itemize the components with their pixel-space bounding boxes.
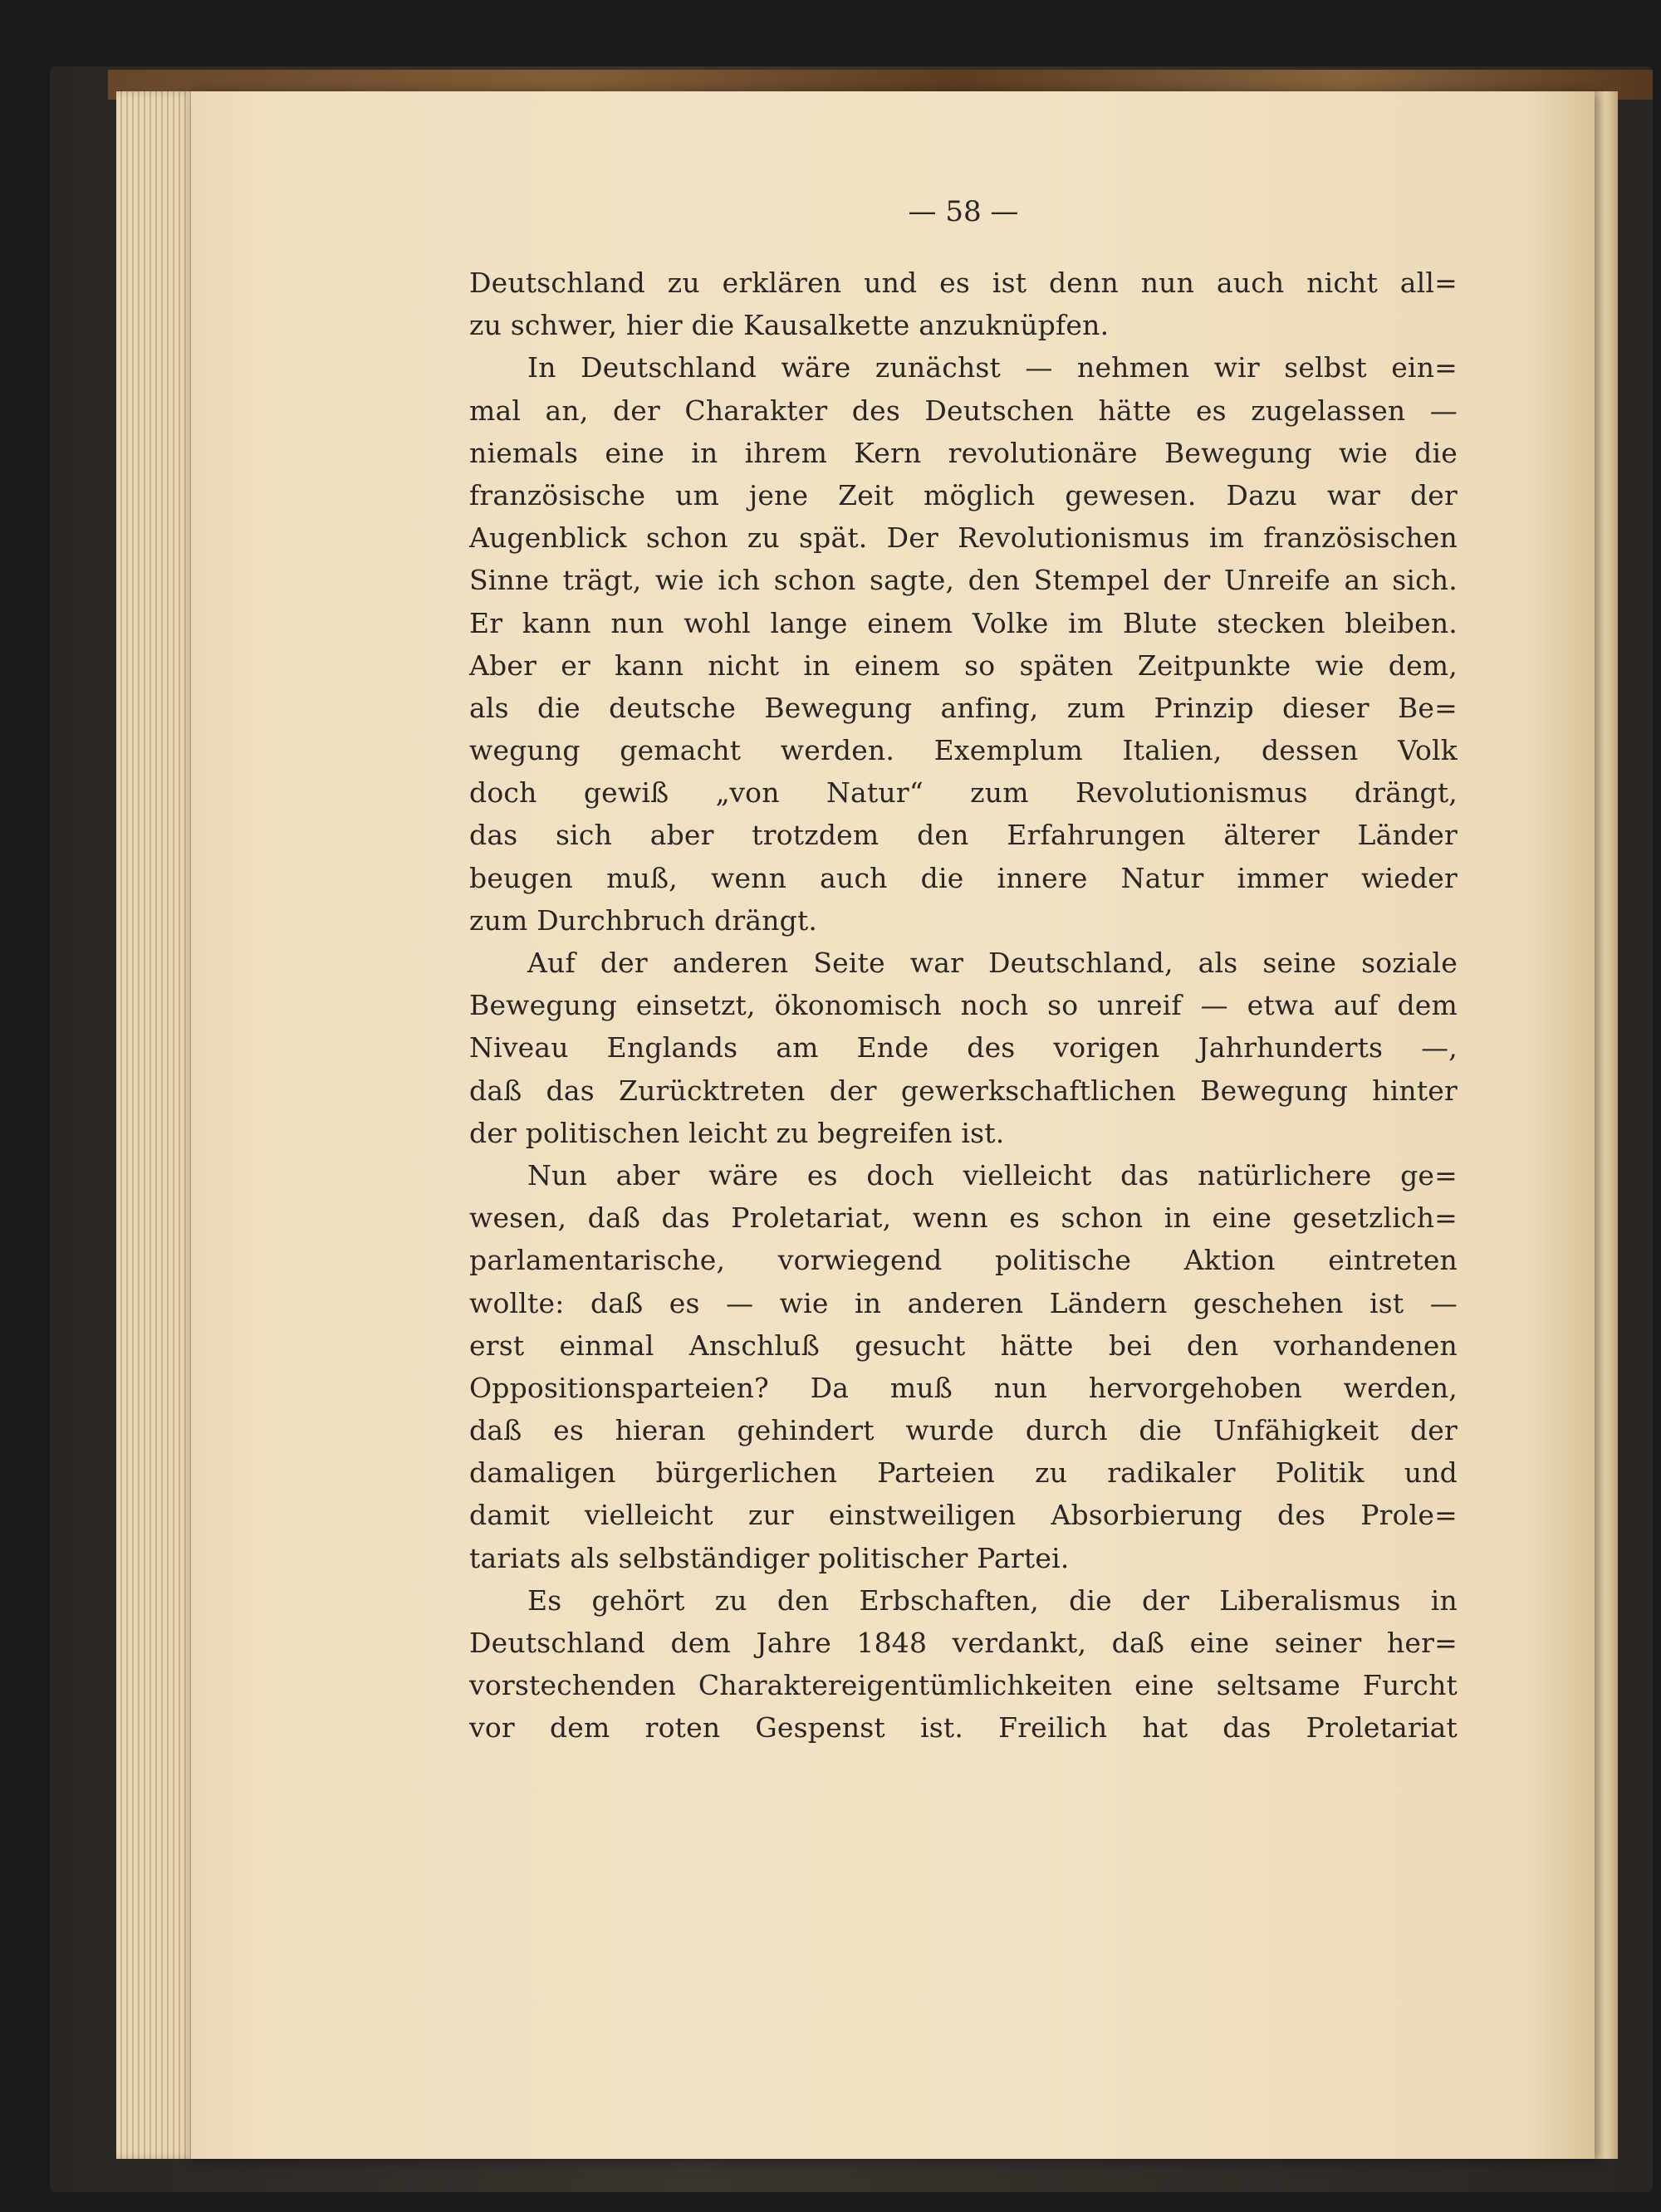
facing-page-edge (1593, 91, 1618, 2159)
text-line: Es gehört zu den Erbschaften, die der Liberalismus in (527, 1583, 1458, 1617)
text-line: tariats als selbständiger politischer Partei. (469, 1541, 1070, 1574)
text-line: wollte: daß es — wie in anderen Ländern geschehen ist — (469, 1286, 1458, 1319)
text-line: doch gewiß „von Natur“ zum Revolutionismus drängt, (469, 776, 1458, 810)
text-line: Deutschland zu erklären und es ist denn nun auch nicht all= (469, 267, 1458, 299)
text-line: beugen muß, wenn auch die innere Natur immer wieder (469, 861, 1458, 894)
text-line: der politischen leicht zu begreifen ist. (469, 1116, 1005, 1149)
text-line: französische um jene Zeit möglich gewesen. Dazu war der (469, 478, 1458, 511)
text-line: Sinne trägt, wie ich schon sagte, den Stempel der Unreife an sich. (469, 564, 1458, 597)
text-line: In Deutschland wäre zunächst — nehmen wir selbst ein= (527, 351, 1458, 384)
text-line: damit vielleicht zur einstweiligen Absorbierung des Prole= (469, 1499, 1458, 1532)
text-line: Auf der anderen Seite war Deutschland, als seine soziale (527, 947, 1458, 979)
text-line: Bewegung einsetzt, ökonomisch noch so unreif — etwa auf dem (469, 989, 1458, 1022)
text-line: Nun aber wäre es doch vielleicht das natürlichere ge= (527, 1158, 1458, 1192)
text-line: Er kann nun wohl lange einem Volke im Blute stecken bleiben. (469, 606, 1458, 639)
text-line: wegung gemacht werden. Exemplum Italien, dessen Volk (469, 734, 1458, 767)
text-line: vor dem roten Gespenst ist. Freilich hat das Proletariat (469, 1711, 1458, 1745)
text-line: als die deutsche Bewegung anfing, zum Prinzip dieser Be= (469, 691, 1458, 724)
text-line: Niveau Englands am Ende des vorigen Jahrhunderts —, (469, 1031, 1458, 1064)
text-line: Augenblick schon zu spät. Der Revolutionismus im französischen (469, 521, 1458, 555)
text-line: Oppositionsparteien? Da muß nun hervorgehoben werden, (469, 1371, 1458, 1404)
text-line: mal an, der Charakter des Deutschen hätte es zugelassen — (469, 394, 1458, 427)
text-line: damaligen bürgerlichen Parteien zu radikaler Politik und (469, 1456, 1458, 1490)
text-line: Deutschland dem Jahre 1848 verdankt, daß eine seiner her= (469, 1627, 1458, 1659)
text-line: daß es hieran gehindert wurde durch die Unfähigkeit der (469, 1414, 1458, 1447)
text-line: Aber er kann nicht in einem so späten Zeitpunkte wie dem, (469, 648, 1458, 682)
text-line: zu schwer, hier die Kausalkette anzuknüpfen. (469, 309, 1110, 342)
page-number: — 58 — (908, 195, 1019, 228)
page-text (469, 195, 1458, 1750)
text-line: parlamentarische, vorwiegend politische Aktion eintreten (469, 1244, 1458, 1277)
text-line: zum Durchbruch drängt. (469, 903, 818, 937)
text-line: niemals eine in ihrem Kern revolutionäre Bewegung wie die (469, 436, 1458, 469)
text-lines (469, 262, 1458, 1750)
text-line: vorstechenden Charaktereigentümlichkeiten eine seltsame Furcht (469, 1669, 1458, 1702)
text-line: erst einmal Anschluß gesucht hätte bei den vorhandenen (469, 1329, 1458, 1362)
text-line: das sich aber trotzdem den Erfahrungen älterer Länder (469, 819, 1458, 852)
text-line: wesen, daß das Proletariat, wenn es schon in eine gesetzlich= (469, 1201, 1458, 1235)
text-line: daß das Zurücktreten der gewerkschaftlichen Bewegung hinter (469, 1074, 1458, 1107)
